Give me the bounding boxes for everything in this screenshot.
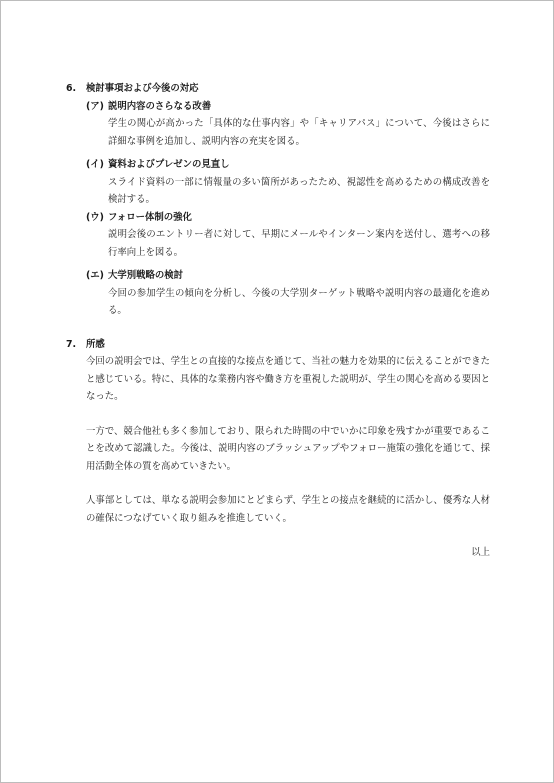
impression-paragraph-3: 人事部としては、単なる説明会参加にとどまらず、学生との接点を継続的に活かし、優秀な人材の確保につなげていく取り組みを推進していく。 [86,495,490,524]
item-u-mark: (ウ) [86,211,104,223]
item-e-body: 今回の参加学生の傾向を分析し、今後の大学別ターゲット戦略や説明内容の最適化を進める。 [108,287,490,316]
item-i-body: スライド資料の一部に情報量の多い箇所があったため、視認性を高めるための構成改善を検討する。 [108,176,490,205]
section-7-title: 所感 [86,338,105,350]
closing-mark: 以上 [471,547,490,558]
item-u-body: 説明会後のエントリー者に対して、早期にメールやインターン案内を送付し、選考への移行率向上を図る。 [108,229,490,258]
impression-paragraph-1: 今回の説明会では、学生との直接的な接点を通じて、当社の魅力を効果的に伝えることができたと感じている。特に、具体的な業務内容や働き方を重視した説明が、学生の関心を高める要因となった。 [86,356,490,402]
item-i-title: 資料およびプレゼンの見直し [108,159,230,170]
item-u-heading [86,209,490,227]
item-i-heading [86,156,490,174]
section-6-title: 検討事項および今後の対応 [86,83,199,94]
section-7-heading [66,336,490,354]
item-a-heading [86,98,490,116]
document-body [66,80,490,562]
section-6-number: 6. [66,83,77,94]
item-e-title: 大学別戦略の検討 [108,270,184,281]
item-i-mark: (イ) [86,159,104,170]
item-u-title: フォロー体制の強化 [108,211,192,223]
item-a-title: 説明内容のさらなる改善 [108,100,212,112]
impression-paragraph-2: 一方で、競合他社も多く参加しており、限られた時間の中でいかに印象を残すかが重要であることを改めて認識した。今後は、説明内容のブラッシュアップやフォロー施策の強化を通じて、採用活動全体の質を高めていきたい。 [86,425,490,472]
item-a-body: 学生の関心が高かった「具体的な仕事内容」や「キャリアパス」について、今後はさらに詳細な事例を追加し、説明内容の充実を図る。 [108,118,490,147]
item-a-mark: (ア) [86,100,104,112]
item-e-heading [86,267,490,285]
section-spacer [66,326,490,336]
section-7-number: 7. [66,338,77,350]
item-e-mark: (エ) [86,270,104,281]
section-6-heading [66,80,490,98]
